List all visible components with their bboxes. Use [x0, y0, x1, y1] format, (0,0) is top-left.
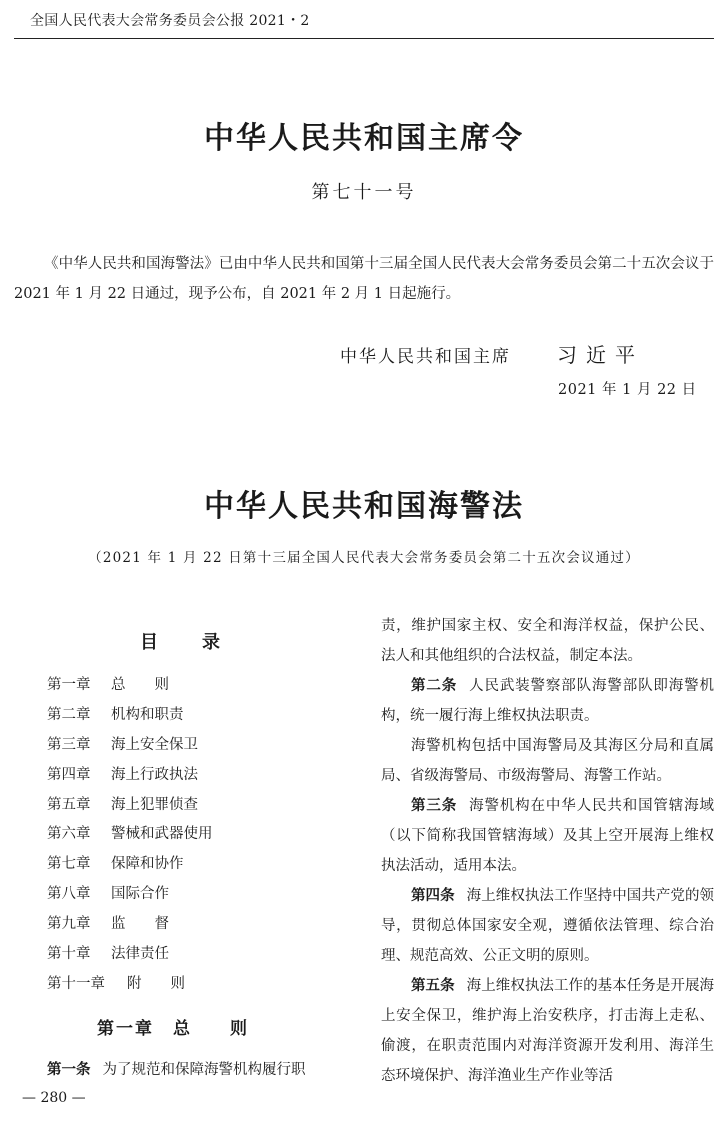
article-5: [381, 971, 714, 1091]
article-1-start: [47, 1055, 352, 1085]
order-title: 中华人民共和国主席令: [204, 121, 524, 156]
toc-chapter-name: 保障和协作: [111, 856, 184, 873]
toc-item: [47, 940, 347, 970]
toc-item: [47, 970, 347, 1000]
toc-chapter-name: 海上犯罪侦查: [111, 796, 198, 813]
toc-chapter-name: 机构和职责: [111, 706, 184, 723]
law-title: 中华人民共和国海警法: [204, 489, 524, 524]
article-1-continuation: 责，维护国家主权、安全和海洋权益，保护公民、法人和其他组织的合法权益，制定本法。: [381, 618, 714, 664]
toc-chapter-name: 监 督: [111, 916, 169, 933]
toc-title: 目录: [140, 632, 264, 653]
article-text: 为了规范和保障海警机构履行职: [102, 1062, 306, 1078]
toc-chapter-number: 第一章: [47, 677, 91, 693]
page-number: — 280 —: [22, 1090, 86, 1106]
toc-chapter-number: 第十章: [47, 946, 91, 963]
toc-item: [47, 910, 347, 940]
toc-chapter-name: 警械和武器使用: [111, 826, 213, 843]
toc-item: [47, 701, 347, 731]
article-2: [381, 671, 714, 731]
toc-chapter-number: 第八章: [47, 886, 91, 903]
toc-chapter-name: 法律责任: [111, 946, 169, 963]
toc-chapter-name: 附 则: [127, 975, 185, 992]
article-label: 第三条: [411, 798, 458, 814]
toc-item: [47, 820, 347, 850]
article-4: [381, 881, 714, 971]
toc-chapter-number: 第三章: [47, 736, 91, 753]
toc-chapter-number: 第六章: [47, 826, 91, 843]
article-text: 海上维权执法工作坚持中国共产党的领导，贯彻总体国家安全观，遵循依法管理、综合治理、规范高效、公正文明的原则。: [381, 888, 715, 964]
toc-chapter-number: 第五章: [47, 796, 91, 813]
article-text: 海上维权执法工作的基本任务是开展海上安全保卫，维护海上治安秩序，打击海上走私、偷渡，在职责范围内对海洋资源开发利用、海洋生态环境保护、海洋渔业生产作业等活: [381, 978, 715, 1084]
table-of-contents: [47, 671, 347, 1000]
header-rule: [14, 38, 714, 39]
order-date: 2021 年 1 月 22 日: [558, 382, 697, 398]
law-subtitle: （2021 年 1 月 22 日第十三届全国人民代表大会常务委员会第二十五次会议通过）: [88, 550, 640, 566]
toc-item: [47, 731, 347, 761]
toc-chapter-number: 第九章: [47, 916, 91, 933]
toc-chapter-name: 海上行政执法: [111, 766, 198, 783]
chapter-heading: 第一章 总 则: [97, 1019, 249, 1039]
article-label: 第五条: [411, 978, 455, 994]
article-label: 第四条: [411, 888, 455, 904]
right-column: [381, 611, 714, 1091]
toc-chapter-number: 第七章: [47, 856, 91, 873]
toc-item: [47, 761, 347, 791]
toc-item: [47, 791, 347, 821]
toc-item: [47, 671, 347, 701]
article-label: 第一条: [47, 1062, 91, 1078]
toc-chapter-name: 总 则: [111, 677, 169, 693]
running-header: 全国人民代表大会常务委员会公报 2021・2: [30, 13, 310, 29]
order-body: 《中华人民共和国海警法》已由中华人民共和国第十三届全国人民代表大会常务委员会第二十五次会议于 2021 年 1 月 22 日通过，现予公布，自 2021 年 2 月 1 日起施行。: [14, 256, 714, 302]
article-text: 海警机构在中华人民共和国管辖海域（以下简称我国管辖海域）及其上空开展海上维权执法活动，适用本法。: [381, 798, 715, 874]
toc-chapter-name: 国际合作: [111, 886, 169, 903]
toc-chapter-name: 海上安全保卫: [111, 736, 198, 753]
toc-item: [47, 850, 347, 880]
article-3: [381, 791, 714, 881]
toc-chapter-number: 第十一章: [47, 975, 105, 992]
toc-chapter-number: 第四章: [47, 766, 91, 783]
toc-chapter-number: 第二章: [47, 706, 91, 723]
order-number: 第七十一号: [311, 182, 417, 203]
article-2-paragraph-2: 海警机构包括中国海警局及其海区分局和直属局、省级海警局、市级海警局、海警工作站。: [381, 738, 714, 784]
article-label: 第二条: [411, 678, 458, 694]
toc-item: [47, 880, 347, 910]
article-text: 人民武装警察部队海警部队即海警机构，统一履行海上维权执法职责。: [381, 678, 715, 724]
signatory-role: 中华人民共和国主席: [340, 347, 511, 367]
signatory-name: 习近平: [557, 343, 644, 367]
